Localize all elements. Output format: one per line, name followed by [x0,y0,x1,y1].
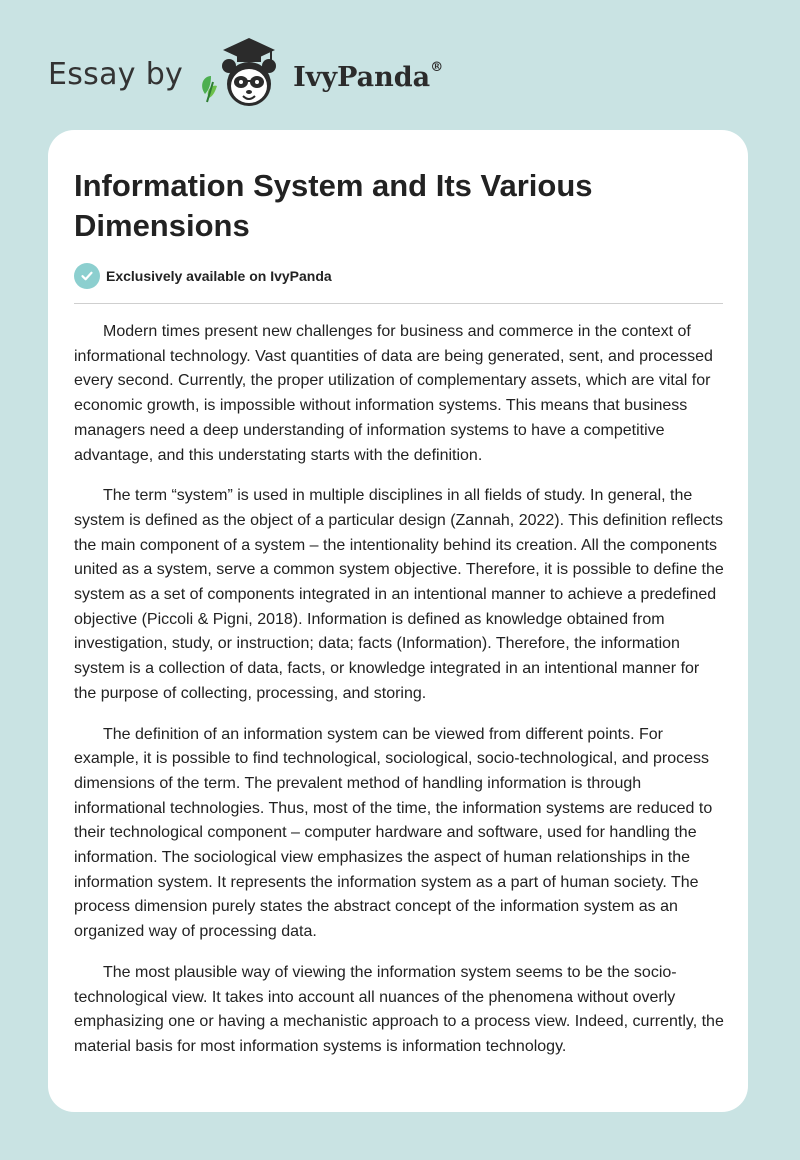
essay-card [48,130,748,1112]
brand-logo-text[interactable] [293,59,444,93]
essay-by-label: Essay by [48,56,184,92]
exclusive-badge-label: Exclusively available on IvyPanda [106,268,332,284]
paragraph: The term “system” is used in multiple disciplines in all fields of study. In general, the system is defined as the object of a particular design (Zannah, 2022). This definition reflects the main component of a system – the intentionality behind its creation. All the components united as a system, serve a common system objective. Therefore, it is possible to define the system as a set of components integrated in an intentional manner to achieve a predefined objective (Piccoli & Pigni, 2018). Information is defined as knowledge obtained from investigation, study, or instruction; data; facts (Information). Therefore, the information system is a collection of data, facts, or knowledge integrated in an intentional manner for the purpose of collecting, processing, and storing. [74,487,724,702]
brand-name: IvyPanda [293,61,431,93]
leaf-icon [202,76,217,102]
paragraph: The most plausible way of viewing the information system seems to be the socio-technological view. It takes into account all nuances of the phenomena without overly emphasizing one or having a mechanistic approach to a process view. Indeed, currently, the material basis for most information systems is information technology. [74,963,724,1055]
essay-body [74,320,725,1076]
panda-logo-icon[interactable] [197,36,287,112]
paragraph: The definition of an information system can be viewed from different points. For example, it is possible to find technological, sociological, socio-technological, and process dimensions of the term. The prevalent method of handling information is through informational technologies. Thus, most of the time, the information systems are reduced to their technological component – computer hardware and software, used for handling the information. The sociological view emphasizes the aspect of human relationships in the information system. It represents the information system as a part of human society. The process dimension purely states the abstract concept of the information system as an organized way of processing data. [74,725,713,941]
essay-title: Information System and Its Various Dimensions [74,168,593,243]
check-glyph [80,269,94,283]
registered-mark: ® [430,59,444,75]
exclusive-badge [74,263,332,289]
panda-logo-svg [197,36,287,112]
check-icon [74,263,100,289]
paragraph: Modern times present new challenges for business and commerce in the context of informational technology. Vast quantities of data are being generated, sent, and processed every second. Currently, the proper utilization of complementary assets, which are vital for economic growth, is impossible without information systems. This means that business managers need a deep understanding of information systems to have a competitive advantage, and this understating starts with the definition. [74,323,713,464]
divider [74,303,723,304]
site-header [48,34,443,114]
